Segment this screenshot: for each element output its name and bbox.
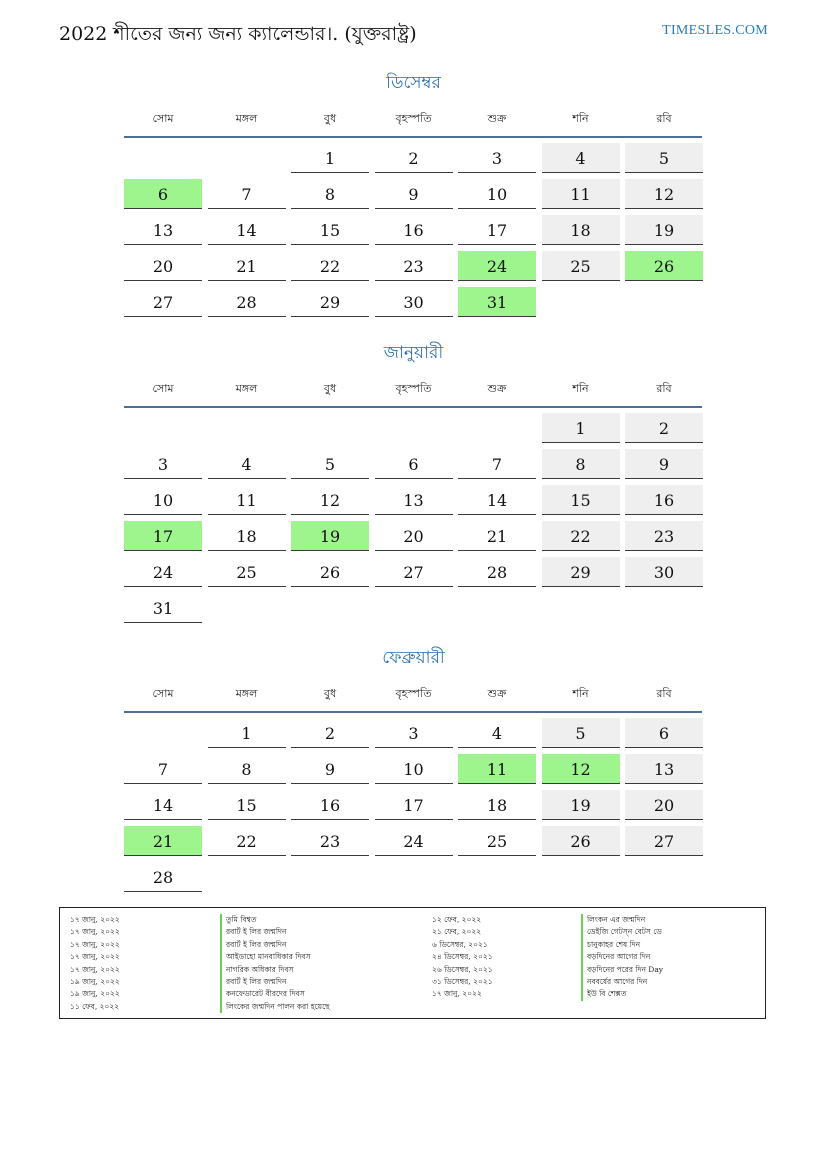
day-cell[interactable]: 14 [208, 215, 286, 245]
day-cell[interactable]: 29 [291, 287, 369, 317]
day-cell[interactable]: 9 [291, 754, 369, 784]
day-cell[interactable]: 2 [291, 718, 369, 748]
day-cell[interactable]: 28 [458, 557, 536, 587]
day-cell[interactable]: 10 [124, 485, 202, 515]
day-cell[interactable]: 15 [291, 215, 369, 245]
weekday-header: বুধ [323, 382, 337, 395]
day-cell-holiday[interactable]: 11 [458, 754, 536, 784]
day-cell[interactable]: 20 [124, 251, 202, 281]
legend-holiday-date: ১৯ জানু, ২০২২ [70, 989, 120, 999]
day-cell[interactable]: 21 [208, 251, 286, 281]
day-cell[interactable]: 14 [458, 485, 536, 515]
legend-holiday-name: নববর্ষের আগের দিন [581, 976, 663, 988]
legend-holiday-date: ৩১ ডিসেম্বর, ২০২১ [432, 976, 493, 986]
weekday-header: রবি [656, 382, 672, 395]
day-cell-holiday[interactable]: 19 [291, 521, 369, 551]
header-rule [124, 711, 702, 713]
day-cell[interactable]: 7 [458, 449, 536, 479]
day-cell[interactable]: 30 [625, 557, 703, 587]
legend-dates-left [70, 914, 120, 1013]
weekday-header: শুক্র [487, 112, 507, 125]
day-cell-holiday[interactable]: 26 [625, 251, 703, 281]
day-cell[interactable]: 28 [124, 862, 202, 892]
legend-holiday-date: ৬ ডিসেম্বর, ২০২১ [432, 939, 488, 949]
legend-holiday-date: ২৪ ডিসেম্বর, ২০২১ [432, 952, 493, 962]
weekday-header: শুক্র [487, 687, 507, 700]
day-cell[interactable]: 5 [291, 449, 369, 479]
weekday-header: বৃহস্পতি [395, 382, 432, 395]
weekday-header: বুধ [323, 687, 337, 700]
day-cell[interactable]: 1 [208, 718, 286, 748]
weekday-header: শনি [572, 687, 589, 700]
day-cell[interactable]: 11 [208, 485, 286, 515]
day-cell[interactable]: 13 [375, 485, 453, 515]
day-cell[interactable]: 20 [625, 790, 703, 820]
day-cell[interactable]: 2 [625, 413, 703, 443]
day-cell[interactable]: 24 [375, 826, 453, 856]
legend-holiday-date: ১৭ জানু, ২০২২ [70, 927, 120, 937]
day-cell[interactable]: 23 [625, 521, 703, 551]
weekday-header: শনি [572, 112, 589, 125]
day-cell[interactable]: 20 [375, 521, 453, 551]
day-cell[interactable]: 28 [208, 287, 286, 317]
day-cell[interactable]: 6 [625, 718, 703, 748]
legend-holiday-name: তুমি বিশ্বত [220, 914, 330, 926]
legend-holiday-name: লিংকন এর জন্মদিন [581, 914, 663, 926]
day-cell[interactable]: 17 [458, 215, 536, 245]
day-cell[interactable]: 4 [542, 143, 620, 173]
day-cell-holiday[interactable]: 6 [124, 179, 202, 209]
day-cell[interactable]: 19 [625, 215, 703, 245]
weekday-header: বুধ [323, 112, 337, 125]
day-cell[interactable]: 9 [375, 179, 453, 209]
legend-holiday-date: ২১ ফেব, ২০২২ [432, 927, 482, 937]
legend-names-right [581, 914, 663, 1001]
day-cell[interactable]: 7 [124, 754, 202, 784]
day-cell[interactable]: 4 [208, 449, 286, 479]
day-cell[interactable]: 22 [542, 521, 620, 551]
day-cell[interactable]: 25 [208, 557, 286, 587]
weekday-header: বৃহস্পতি [395, 687, 432, 700]
legend-holiday-name: রবার্ট ই লির জন্মদিন [220, 926, 330, 938]
day-cell[interactable]: 23 [375, 251, 453, 281]
day-cell[interactable]: 1 [542, 413, 620, 443]
day-cell[interactable]: 4 [458, 718, 536, 748]
day-cell[interactable]: 12 [291, 485, 369, 515]
legend-holiday-date: ১৯ জানু, ২০২২ [70, 976, 120, 986]
day-cell[interactable]: 8 [542, 449, 620, 479]
day-cell[interactable]: 27 [625, 826, 703, 856]
day-cell[interactable]: 18 [458, 790, 536, 820]
day-cell[interactable]: 1 [291, 143, 369, 173]
day-cell[interactable]: 10 [375, 754, 453, 784]
legend-holiday-name: বড়দিনের আগের দিন [581, 951, 663, 963]
header-rule [124, 406, 702, 408]
weekday-header: মঙ্গল [235, 687, 258, 700]
weekday-header: রবি [656, 112, 672, 125]
day-cell[interactable]: 21 [458, 521, 536, 551]
day-cell[interactable]: 26 [542, 826, 620, 856]
day-cell-holiday[interactable]: 17 [124, 521, 202, 551]
day-cell[interactable]: 7 [208, 179, 286, 209]
weekday-header: মঙ্গল [235, 112, 258, 125]
day-cell-holiday[interactable]: 31 [458, 287, 536, 317]
legend-holiday-name: কনফেডারেট বীরদের দিবস [220, 988, 330, 1000]
holiday-legend [59, 907, 766, 1019]
day-cell[interactable]: 25 [458, 826, 536, 856]
legend-holiday-date: ১৭ জানু, ২০২২ [70, 939, 120, 949]
day-cell[interactable]: 3 [375, 718, 453, 748]
legend-names-left [220, 914, 330, 1013]
day-cell[interactable]: 25 [542, 251, 620, 281]
day-cell[interactable]: 22 [291, 251, 369, 281]
day-cell[interactable]: 18 [208, 521, 286, 551]
legend-holiday-name: চানুকাহর শেষ দিন [581, 939, 663, 951]
day-cell[interactable]: 15 [208, 790, 286, 820]
day-cell[interactable]: 5 [625, 143, 703, 173]
day-cell[interactable]: 2 [375, 143, 453, 173]
header-rule [124, 136, 702, 138]
day-cell[interactable]: 17 [375, 790, 453, 820]
day-cell[interactable]: 8 [208, 754, 286, 784]
legend-holiday-date: ১২ ফেব, ২০২২ [432, 915, 482, 924]
legend-holiday-date: ১১ ফেব, ২০২২ [70, 1001, 120, 1011]
month-title: জানুয়ারী [383, 343, 444, 363]
day-cell[interactable]: 31 [124, 593, 202, 623]
day-cell[interactable]: 23 [291, 826, 369, 856]
legend-holiday-date: ১৭ জানু, ২০২২ [70, 964, 120, 974]
day-cell[interactable]: 22 [208, 826, 286, 856]
day-cell[interactable]: 27 [124, 287, 202, 317]
weekday-header: বৃহস্পতি [395, 112, 432, 125]
day-cell[interactable]: 16 [375, 215, 453, 245]
legend-holiday-name: বড়দিনের পরের দিন Day [581, 964, 663, 976]
weekday-header: রবি [656, 687, 672, 700]
day-cell[interactable]: 14 [124, 790, 202, 820]
brand-link[interactable]: TIMESLES.COM [662, 23, 768, 38]
month-title: ডিসেম্বর [386, 73, 441, 93]
day-cell[interactable]: 3 [124, 449, 202, 479]
day-cell[interactable]: 3 [458, 143, 536, 173]
month-title: ফেব্রুয়ারী [382, 648, 445, 668]
weekday-header: সোম [152, 112, 174, 125]
weekday-header: শনি [572, 382, 589, 395]
legend-holiday-name: আইডাহো মানবাধিকার দিবস [220, 951, 330, 963]
day-cell-holiday[interactable]: 12 [542, 754, 620, 784]
day-cell[interactable]: 13 [625, 754, 703, 784]
day-cell[interactable]: 11 [542, 179, 620, 209]
day-cell[interactable]: 18 [542, 215, 620, 245]
legend-holiday-date: ১৭ জানু, ২০২২ [432, 989, 482, 999]
day-cell[interactable]: 19 [542, 790, 620, 820]
day-cell-holiday[interactable]: 21 [124, 826, 202, 856]
day-cell[interactable]: 29 [542, 557, 620, 587]
day-cell[interactable]: 26 [291, 557, 369, 587]
day-cell[interactable]: 13 [124, 215, 202, 245]
legend-holiday-name: নাগরিক অধিকার দিবস [220, 964, 330, 976]
day-cell[interactable]: 8 [291, 179, 369, 209]
day-cell-holiday[interactable]: 24 [458, 251, 536, 281]
day-cell[interactable]: 9 [625, 449, 703, 479]
legend-holiday-name: রবার্ট ই লির জন্মদিন [220, 939, 330, 951]
page-title: 2022 শীতের জন্য জন্য ক্যালেন্ডার।. (যুক্তরাষ্ট্র) [59, 23, 417, 45]
weekday-header: সোম [152, 382, 174, 395]
day-cell[interactable]: 24 [124, 557, 202, 587]
day-cell[interactable]: 30 [375, 287, 453, 317]
weekday-header: শুক্র [487, 382, 507, 395]
legend-holiday-date: ২৬ ডিসেম্বর, ২০২১ [432, 964, 493, 974]
weekday-header: মঙ্গল [235, 382, 258, 395]
legend-holiday-name: ডেইজি গেটস্‌ন বেটস ডে [581, 926, 663, 938]
day-cell[interactable]: 16 [625, 485, 703, 515]
day-cell[interactable]: 12 [625, 179, 703, 209]
day-cell[interactable]: 16 [291, 790, 369, 820]
legend-holiday-date: ১৭ জানু, ২০২২ [70, 952, 120, 962]
legend-holiday-name: রবার্ট ই লির জন্মদিন [220, 976, 330, 988]
day-cell[interactable]: 27 [375, 557, 453, 587]
day-cell[interactable]: 15 [542, 485, 620, 515]
legend-dates-right [432, 914, 493, 1001]
day-cell[interactable]: 10 [458, 179, 536, 209]
legend-holiday-date: ১৭ জানু, ২০২২ [70, 915, 120, 924]
legend-holiday-name: ইউ বি শেক্সত [581, 988, 663, 1000]
day-cell[interactable]: 5 [542, 718, 620, 748]
weekday-header: সোম [152, 687, 174, 700]
day-cell[interactable]: 6 [375, 449, 453, 479]
legend-holiday-name: লিংকের জন্মদিন পালন করা হয়েছে [220, 1001, 330, 1013]
